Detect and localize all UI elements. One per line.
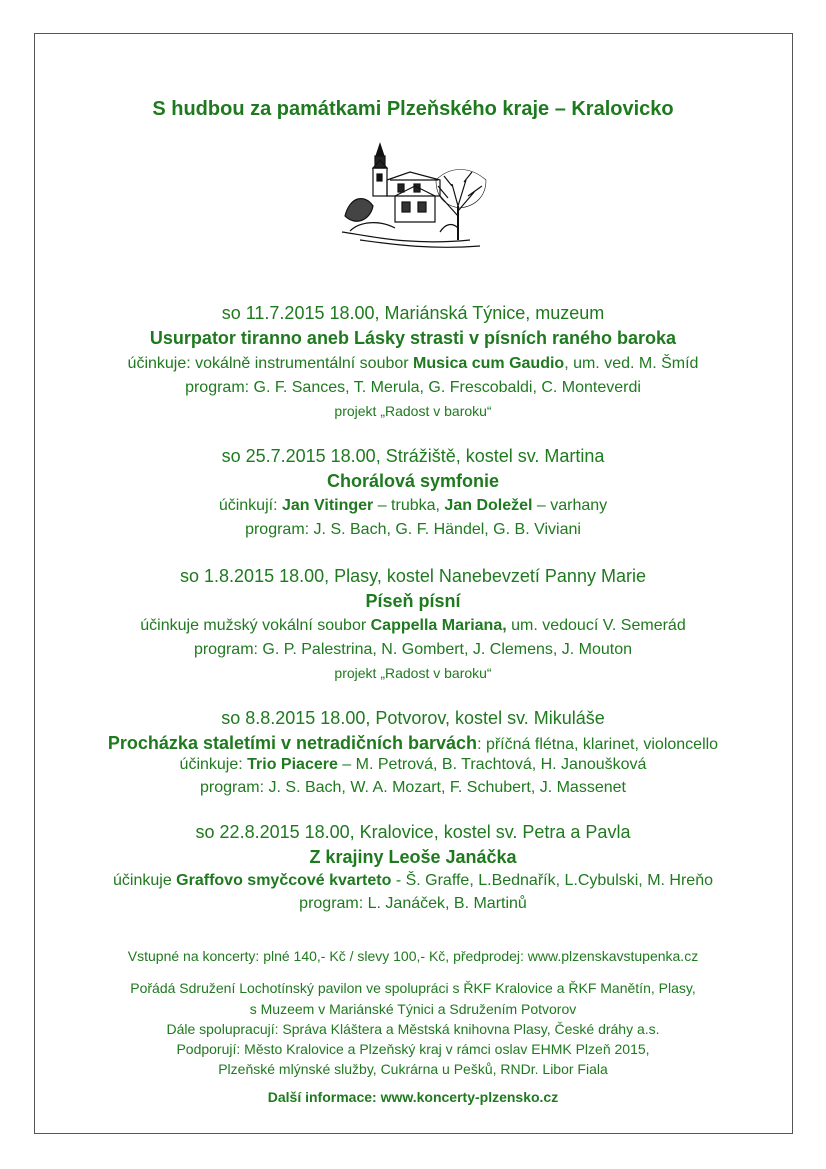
organizer-line-1: Pořádá Sdružení Lochotínský pavilon ve spolupráci s ŘKF Kralovice a ŘKF Manětín, Plasy, [130, 980, 696, 996]
concert-3-date: so 1.8.2015 18.00, Plasy, kostel Nanebevzetí Panny Marie [180, 566, 646, 586]
concert-1-project: projekt „Radost v baroku“ [334, 403, 492, 419]
concert-3-performers: účinkuje mužský vokální soubor Cappella Mariana, um. vedoucí V. Semerád [140, 617, 686, 634]
concert-2-program: program: J. S. Bach, G. F. Händel, G. B. Viviani [245, 521, 581, 538]
concert-2-performers: účinkují: Jan Vitinger – trubka, Jan Doležel – varhany [218, 497, 608, 514]
concert-3-title: Píseň písní [365, 591, 461, 611]
partners-line: Dále spolupracují: Správa Kláštera a Městská knihovna Plasy, České dráhy a.s. [166, 1021, 660, 1037]
concert-3-project: projekt „Radost v baroku“ [334, 665, 492, 681]
concert-4-performers: účinkuje: Trio Piacere – M. Petrová, B. Trachtová, H. Janoušková [179, 756, 647, 773]
concert-2-date: so 25.7.2015 18.00, Strážiště, kostel sv. Martina [221, 446, 605, 466]
concert-1-performers: účinkuje: vokálně instrumentální soubor Musica cum Gaudio, um. ved. M. Šmíd [127, 355, 699, 372]
concert-3-program: program: G. P. Palestrina, N. Gombert, J. Clemens, J. Mouton [193, 641, 633, 658]
tickets-info: Vstupné na koncerty: plné 140,- Kč / slevy 100,- Kč, předprodej: www.plzenskavstupenka.cz [127, 948, 699, 964]
concert-4-date: so 8.8.2015 18.00, Potvorov, kostel sv. Mikuláše [221, 708, 605, 728]
concert-5-date: so 22.8.2015 18.00, Kralovice, kostel sv. Petra a Pavla [195, 822, 631, 842]
more-info-link[interactable]: Další informace: www.koncerty-plzensko.cz [267, 1089, 559, 1105]
page-title: S hudbou za památkami Plzeňského kraje – Kralovicko [152, 98, 674, 120]
concert-5-program: program: L. Janáček, B. Martinů [299, 895, 527, 912]
church-sketch-icon [340, 136, 490, 256]
concert-1-program: program: G. F. Sances, T. Merula, G. Frescobaldi, C. Monteverdi [185, 379, 641, 396]
organizer-line-2: s Muzeem v Mariánské Týnici a Sdružením Potvorov [249, 1001, 577, 1017]
concert-5-title: Z krajiny Leoše Janáčka [309, 847, 517, 867]
concert-1-title: Usurpator tiranno aneb Lásky strasti v písních raného baroka [149, 328, 677, 348]
concert-2-title: Chorálová symfonie [326, 471, 500, 491]
concert-4-program: program: J. S. Bach, W. A. Mozart, F. Schubert, J. Massenet [200, 779, 626, 796]
support-line-1: Podporují: Město Kralovice a Plzeňský kraj v rámci oslav EHMK Plzeň 2015, [176, 1041, 650, 1057]
concert-5-performers: účinkuje Graffovo smyčcové kvarteto - Š. Graffe, L.Bednařík, L.Cybulski, M. Hreňo [113, 872, 713, 889]
concert-4-title: Procházka staletími v netradičních barvách: příčná flétna, klarinet, violoncello [107, 733, 719, 753]
support-line-2: Plzeňské mlýnské služby, Cukrárna u Pešků, RNDr. Libor Fiala [218, 1061, 608, 1077]
concert-1-date: so 11.7.2015 18.00, Mariánská Týnice, muzeum [221, 303, 605, 323]
